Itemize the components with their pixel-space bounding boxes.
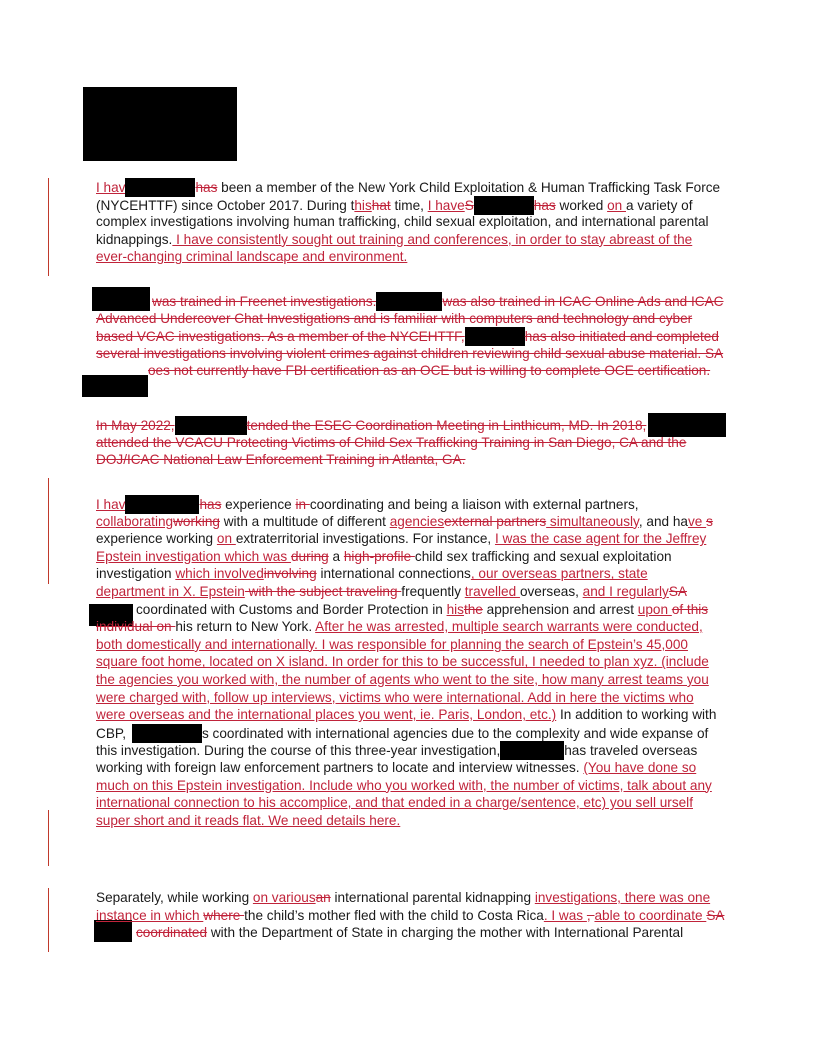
body-text: In addition to working with xyxy=(556,707,717,723)
inserted-text: on xyxy=(216,531,236,547)
inserted-text: I have xyxy=(427,197,465,213)
inserted-text: collaborating xyxy=(96,513,174,529)
body-text: has traveled overseas xyxy=(564,743,698,759)
deleted-text: oes not currently have FBI certification as an OCE but is willing to complete OCE certification. xyxy=(148,363,711,379)
deleted-text: has xyxy=(195,180,218,195)
inserted-text: on xyxy=(607,197,626,213)
body-text: working with foreign law enforcement partners to locate and interview witnesses. xyxy=(96,759,584,775)
body-text: this investigation. During the course of this three-year investigation, xyxy=(96,743,501,759)
inserted-text: Epstein investigation which was xyxy=(96,548,291,564)
paragraph-1 xyxy=(96,178,736,266)
inserted-text: his xyxy=(354,197,372,213)
change-bar xyxy=(48,178,49,276)
redaction xyxy=(125,495,199,514)
change-bar xyxy=(48,478,49,584)
body-text: apprehension and arrest xyxy=(482,601,638,617)
body-text: with the Department of State in charging the mother with International Parental xyxy=(207,925,684,941)
inserted-text: were charged with, follow up interviews, victims who were international. Add in here the victims who xyxy=(96,689,694,705)
deleted-text: working xyxy=(173,513,220,529)
deleted-text: s xyxy=(706,513,713,529)
body-text: a xyxy=(328,548,344,564)
inserted-text: upon xyxy=(637,601,672,617)
inserted-text: were overseas and the international places you went, ie. Paris, London, etc.) xyxy=(96,707,557,723)
body-text: experience xyxy=(221,497,296,512)
deleted-text: where xyxy=(203,907,245,923)
inserted-text: agencies xyxy=(389,513,445,529)
inserted-text: international connection to his accomplice, and that ended in a charge/sentence, etc) you sell urself xyxy=(96,795,693,811)
inserted-text: able to coordinate xyxy=(594,907,707,923)
deleted-text: tended the ESEC Coordination Meeting in Linthicum, MD. In 2018, xyxy=(246,418,647,433)
inserted-text: I have consistently sought out training and conferences, in order to stay abreast of the xyxy=(172,231,693,247)
inserted-text: I hav xyxy=(96,180,126,195)
deleted-text: S xyxy=(464,197,474,213)
inserted-text: the agencies you worked with, the number of agents who went to the site, how many arrest teams you xyxy=(96,671,709,687)
deleted-text: with the subject traveling xyxy=(244,583,402,599)
inserted-text: on various xyxy=(252,890,316,905)
body-text: CBP, xyxy=(96,725,126,741)
redaction xyxy=(132,724,202,743)
redaction xyxy=(125,178,195,197)
deleted-text: has xyxy=(533,197,556,213)
deleted-text: SA xyxy=(668,583,687,599)
deleted-text: several investigations involving violent crimes against children reviewing child sexual abuse material. SA xyxy=(96,345,724,361)
inserted-text: investigations, there was one xyxy=(534,890,711,905)
body-text: kidnappings. xyxy=(96,231,173,247)
inserted-text: . I was xyxy=(543,907,587,923)
body-text: worked xyxy=(555,197,608,213)
deleted-text: SA xyxy=(706,907,725,923)
redaction xyxy=(175,416,247,435)
change-bar xyxy=(48,810,49,866)
body-text: (NYCEHTTF) since October 2017. During t xyxy=(96,197,355,213)
inserted-text: his xyxy=(446,601,464,617)
inserted-text: I was the case agent for the Jeffrey xyxy=(494,531,707,547)
inserted-text: which involved xyxy=(175,566,264,582)
body-text: his return to New York. xyxy=(175,619,316,635)
deleted-text: Advanced Undercover Chat Investigations and is familiar with computers and technology and cyber xyxy=(96,310,693,326)
deleted-text: coordinated xyxy=(136,925,208,941)
inserted-text: , our overseas partners, state xyxy=(470,566,648,582)
inserted-text: super short and it reads flat. We need details here. xyxy=(96,812,401,828)
body-text: international connections xyxy=(316,566,471,582)
deleted-text: in xyxy=(295,497,310,512)
paragraph-2-deleted xyxy=(96,292,736,380)
paragraph-4 xyxy=(96,495,736,829)
deleted-text: In May 2022, xyxy=(96,418,175,433)
inserted-text: both domestically and internationally. I was responsible for planning the search of Epstein’s 45,000 xyxy=(96,636,688,652)
body-text: time, xyxy=(390,197,428,213)
redaction xyxy=(465,327,525,346)
body-text: the child’s mother fled with the child to Costa Rica xyxy=(244,907,544,923)
paragraph-3-deleted xyxy=(96,416,736,469)
inserted-text: instance in which xyxy=(96,907,204,923)
inserted-text: ever-changing criminal landscape and environment. xyxy=(96,249,408,265)
deleted-text: has xyxy=(199,497,222,512)
inserted-text: much on this Epstein investigation. Include who you worked with, the number of victims, talk about any xyxy=(96,777,712,793)
body-text: overseas, xyxy=(519,583,583,599)
inserted-text: After he was arrested, multiple search warrants were conducted, xyxy=(315,619,703,635)
body-text: Separately, while working xyxy=(96,890,253,905)
deleted-text: hat xyxy=(371,197,391,213)
deleted-text: , xyxy=(586,907,595,923)
inserted-text: travelled xyxy=(464,583,520,599)
body-text: with a multitude of different xyxy=(219,513,390,529)
body-text: experience working xyxy=(96,531,217,547)
deleted-text: DOJ/ICAC National Law Enforcement Training in Atlanta, GA. xyxy=(96,452,466,468)
redacted-header-block xyxy=(83,87,237,161)
deleted-text: individual on xyxy=(96,619,176,635)
deleted-text: was trained in Freenet investigations. xyxy=(152,294,377,309)
body-text: coordinating and being a liaison with external partners, xyxy=(309,497,639,512)
deleted-text: high-profile xyxy=(343,548,415,564)
deleted-text: during xyxy=(290,548,329,564)
inserted-text: (You have done so xyxy=(583,759,697,775)
deleted-text: attended the VCACU Protecting Victims of Child Sex Trafficking Training in San Diego, CA and the xyxy=(96,434,687,450)
body-text: complex investigations involving human trafficking, child sexual exploitation, and international parental xyxy=(96,214,709,230)
deleted-text: based VCAC investigations. As a member of the NYCEHTTF, xyxy=(96,329,465,345)
body-text: been a member of the New York Child Exploitation & Human Trafficking Task Force xyxy=(217,180,721,195)
deleted-text: was also trained in ICAC Online Ads and ICAC xyxy=(442,294,724,309)
body-text: child sex trafficking and sexual exploitation xyxy=(414,548,672,564)
redaction xyxy=(500,741,564,760)
body-text: frequently xyxy=(401,583,465,599)
redaction xyxy=(376,292,442,311)
body-text: coordinated with Customs and Border Protection in xyxy=(136,601,447,617)
inserted-text: and I regularly xyxy=(582,583,669,599)
redaction xyxy=(474,196,534,215)
body-text: , and ha xyxy=(638,513,688,529)
inserted-text: simultaneously xyxy=(546,513,639,529)
body-text: extraterritorial investigations. For instance, xyxy=(235,531,495,547)
deleted-text: the xyxy=(463,601,483,617)
body-text: investigation xyxy=(96,566,176,582)
deleted-text: external partners xyxy=(444,513,547,529)
deleted-text: of this xyxy=(671,601,709,617)
deleted-text: has also initiated and completed xyxy=(524,329,719,345)
inserted-text: I hav xyxy=(96,497,126,512)
inserted-text: department in X. Epstein xyxy=(96,583,245,599)
paragraph-5 xyxy=(96,889,736,942)
body-text: a variety of xyxy=(626,197,693,213)
change-bar xyxy=(48,888,49,952)
inserted-text: ve xyxy=(687,513,707,529)
body-text: international parental kidnapping xyxy=(330,890,535,905)
deleted-text: an xyxy=(315,890,331,905)
deleted-text: involving xyxy=(263,566,317,582)
inserted-text: square foot home, located on X island. In order for this to be successful, I needed to plan xyz. (include xyxy=(96,654,709,670)
body-text: s coordinated with international agencies due to the complexity and wide expanse of xyxy=(201,725,709,741)
